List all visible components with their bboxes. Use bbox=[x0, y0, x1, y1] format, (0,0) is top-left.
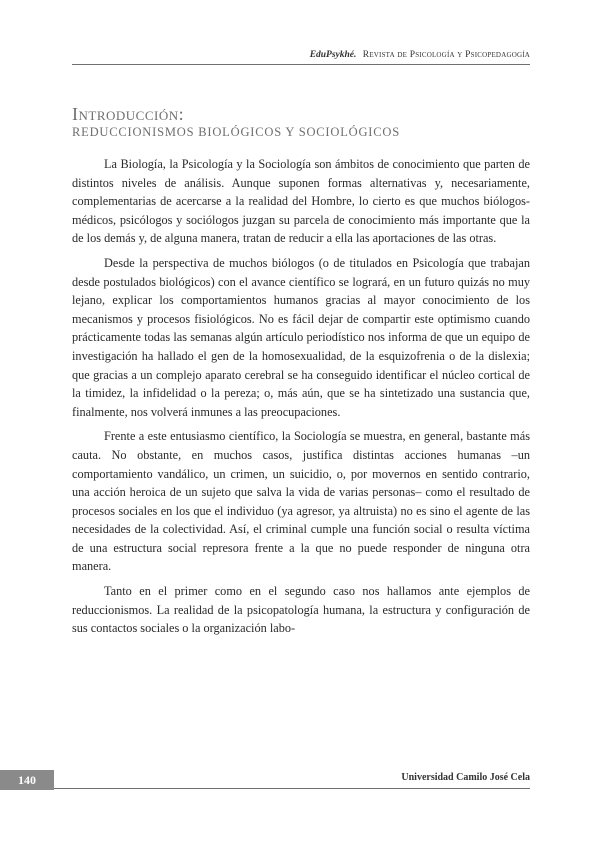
journal-subtitle: Revista de Psicología y Psicopedagogía bbox=[362, 50, 530, 60]
section-heading bbox=[72, 104, 530, 140]
footer-rule bbox=[54, 788, 530, 789]
paragraph-2: Desde la perspectiva de muchos biólogos (o de titulados en Psicología que trabajan desde postulados biológicos) con el avance científico se logrará, en un futuro quizás no muy lejano, explicar los comportamientos humanos gracias al mayor conocimiento de los mecanismos y procesos fisiológicos. No es fácil dejar de compartir este optimismo cuando prácticamente todas las semanas algún artículo periodístico nos informa de que un equipo de investigación ha hallado el gen de la homosexualidad, de la esquizofrenia o de la dislexia; que gracias a un complejo aparato cerebral se ha conseguido identificar el núcleo cortical de la timidez, la infidelidad o la pereza; o, más aún, que se ha sintetizado una sustancia que, finalmente, nos volverá inmunes a las preocupaciones. bbox=[72, 255, 530, 419]
article-body bbox=[72, 155, 530, 644]
page-footer bbox=[0, 770, 530, 790]
institution-name: Universidad Camilo José Cela bbox=[401, 772, 530, 783]
paragraph-4: Tanto en el primer como en el segundo caso nos hallamos ante ejemplos de reduccionismos. La realidad de la psicopatología humana, la estructura y configuración de sus contactos sociales o la organización labo- bbox=[72, 584, 530, 636]
section-subtitle: REDUCCIONISMOS BIOLÓGICOS Y SOCIOLÓGICOS bbox=[72, 125, 400, 139]
journal-name: EduPsykhé. bbox=[309, 50, 357, 60]
paragraph-3: Frente a este entusiasmo científico, la Sociología se muestra, en general, bastante más cauta. No obstante, en muchos casos, justifica distintas acciones humanas –un comportamiento vandálico, un crimen, un suicidio, o, por movernos en sentido contrario, una acción heroica de un sujeto que salva la vida de varias personas– como el resultado de procesos sociales en los que el individuo (ya agresor, ya altruista) no es sino el agente de las necesidades de la colectividad. Así, el criminal cumple una función social o resulta víctima de una estructura social represora frente a la que no puede responder de ninguna otra manera. bbox=[72, 429, 530, 574]
running-header bbox=[72, 50, 530, 65]
section-title: Introducción: bbox=[72, 104, 185, 124]
paragraph-1: La Biología, la Psicología y la Sociología son ámbitos de conocimiento que parten de distintos niveles de análisis. Aunque suponen formas alternativas y, necesariamente, complementarias de acercarse a la realidad del Hombre, lo cierto es que muchos biólogos-médicos, psicólogos y sociólogos juzgan su parcela de conocimiento más importante que la de los demás y, de alguna manera, tratan de reducir a ella las aportaciones de las otras. bbox=[72, 157, 530, 246]
page-number: 140 bbox=[0, 770, 54, 790]
